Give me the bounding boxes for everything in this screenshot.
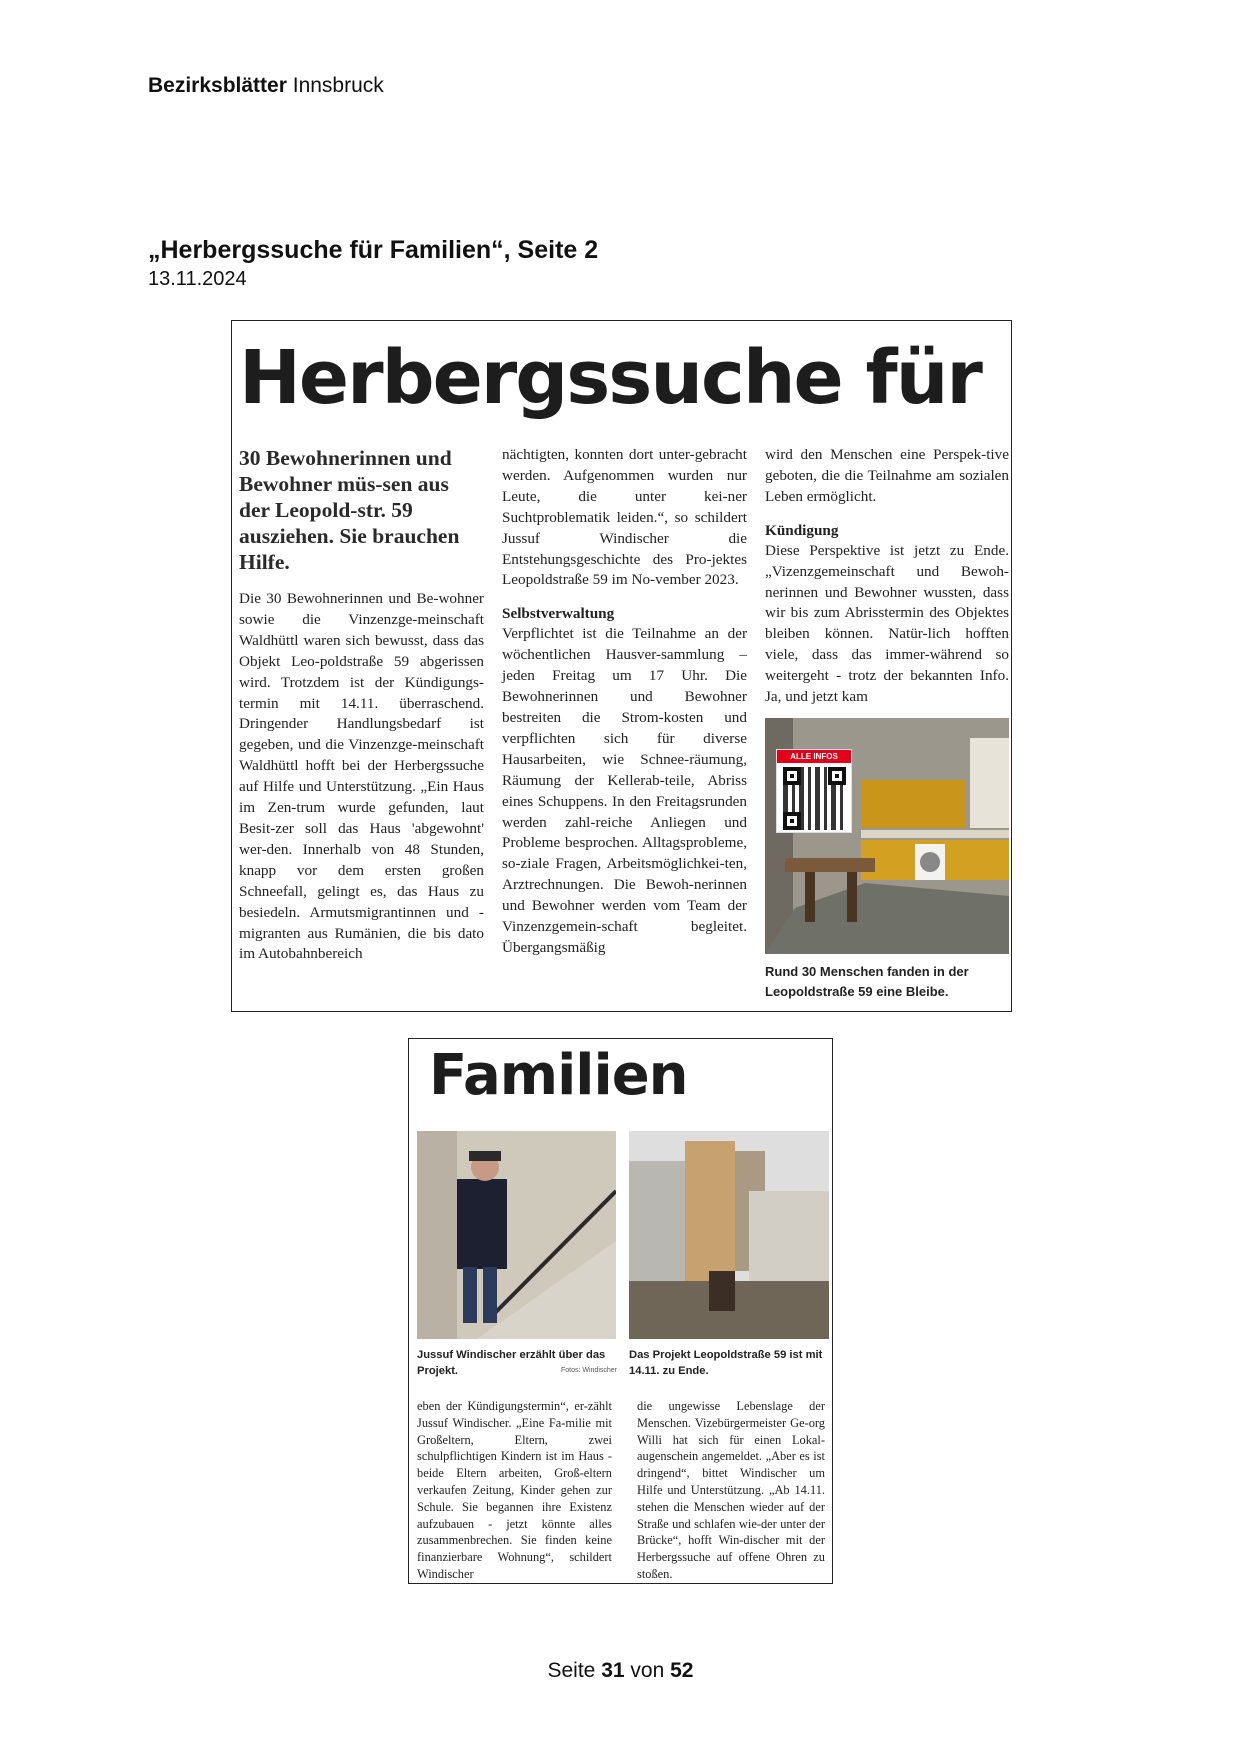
qr-finder-icon (828, 767, 846, 785)
qr-finder-icon (783, 812, 801, 830)
kitchen-photo (765, 718, 1009, 954)
column-3-text-a: wird den Menschen eine Perspek-tive geboten, die die Teilnahme am sozialen Leben ermöglicht. (765, 446, 1009, 505)
column-2-text: die ungewisse Lebenslage der Menschen. Vizebürgermeister Ge-org Willi hat sich für einen Lokal-augenschein angemeldet. „Aber es ist dringend“, bittet Windischer um Hilfe und Unterstützung. „Ab 14.11. stehen die Menschen wieder auf der Straße und schlafen wie-der unter der Brücke“, hofft Win-discher mit der Herbergssuche auf offene Ohren zu stoßen. (637, 1399, 825, 1581)
current-page: 31 (601, 1659, 625, 1682)
column-3 (765, 445, 1009, 708)
lead-text: 30 Bewohnerinnen und Bewohner müs-sen aus der Leopold-str. 59 ausziehen. Sie brauchen Hilfe. (239, 446, 460, 574)
clipping-headline: Herbergssuche für (239, 335, 981, 421)
house-photo (629, 1131, 829, 1339)
column-2 (637, 1398, 825, 1583)
subheading-selbstverwaltung: Selbstverwaltung (502, 605, 615, 623)
subheading-kuendigung: Kündigung (765, 521, 839, 539)
photo-credit: Fotos: Windischer (560, 1367, 617, 1374)
newspaper-clipping-1 (231, 320, 1012, 1012)
stairs-illustration (417, 1131, 616, 1339)
qr-code-box[interactable] (776, 749, 852, 833)
column-1 (239, 445, 484, 965)
column-2-text-a: nächtigten, konnten dort unter-gebracht werden. Aufgenommen wurden nur Leute, die unter kei-ner Suchtproblematik leiden.“, so schildert Jussuf Windischer die Entstehungsgeschichte des Pro-jektes Leopoldstraße 59 im No-vember 2023. (502, 446, 747, 589)
photo-caption-right: Das Projekt Leopoldstraße 59 ist mit 14.11. zu Ende. (629, 1349, 823, 1377)
publication-region: Innsbruck (292, 74, 384, 97)
column-1 (417, 1398, 612, 1583)
page-footer (0, 1659, 1241, 1683)
house-illustration (629, 1131, 829, 1339)
qr-label: ALLE INFOS (777, 750, 851, 763)
publication-name: Bezirksblätter (148, 74, 287, 97)
footer-prefix: Seite (547, 1659, 596, 1682)
column-2-text-b: Verpflichtet ist die Teilnahme an der wöchentlichen Hausver-sammlung – jeden Freitag um 17 Uhr. Die Bewohnerinnen und Bewohner bestreiten die Strom-kosten und verpflichten sich für diverse Hausarbeiten, wie Schnee-räumung, Räumung der Kellerab-teile, Abriss eines Schuppens. In den Freitagsrunden werden zahl-reiche Anliegen und Probleme besprochen. Alltagsprobleme, so-ziale Fragen, Arbeitsmöglichkei-ten, Arztrechnungen. Die Bewoh-nerinnen und Bewohner werden vom Team der Vinzenzgemein-schaft begleitet. Übergangsmäßig (502, 625, 747, 956)
caption-left-text: Jussuf Windischer erzählt über das Projekt. (417, 1349, 606, 1377)
column-1-text: eben der Kündigungstermin“, er-zählt Jussuf Windischer. „Eine Fa-milie mit Großeltern, Eltern, zwei schulpflichtigen Kindern ist im Haus - beide Eltern arbeiten, Groß-eltern verkaufen Zeitung, Kinder gehen zur Schule. Sie begannen ihre Existenz aufzubauen - jetzt könnte alles zusammenbrechen. Sie finden keine finanzierbare Wohnung“, schildert Windischer (417, 1399, 612, 1581)
column-3-text-b: Diese Perspektive ist jetzt zu Ende. „Vizenzgemeinschaft und Bewoh-nerinnen und Bewohner wussten, dass wir bis zum Abrisstermin des Objektes bleiben können. Natür-lich hofften viele, dass das immer-während so weitergeht - trotz der bekannten Info. Ja, und jetzt kam (765, 541, 1009, 706)
article-date: 13.11.2024 (148, 268, 247, 290)
column-2 (502, 445, 747, 959)
article-title: „Herbergssuche für Familien“, Seite 2 (148, 236, 599, 264)
document-header (148, 74, 384, 98)
photo-caption-left (417, 1347, 617, 1379)
stairs-photo (417, 1131, 616, 1339)
column-1-text: Die 30 Bewohnerinnen und Be-wohner sowie die Vinzenzge-meinschaft Waldhüttl waren sich bewusst, dass das Objekt Leo-poldstraße 59 abgerissen wird. Trotzdem ist der Kündigungs-termin mit 14.11. überraschend. Dringender Handlungsbedarf ist gegeben, und die Vinzenzge-meinschaft Waldhüttl hofft bei der Herbergssuche auf Hilfe und Unterstützung. „Ein Haus im Zen-trum wurde gefunden, laut Besit-zer soll das Haus 'abgewohnt' wer-den. Innerhalb von 48 Stunden, knapp vor dem ersten großen Schneefall, gelingt es, das Haus zu besiedeln. Armutsmigrantinnen und -migranten aus Rumänien, die bis dato im Autobahnbereich (239, 590, 484, 963)
photo-caption: Rund 30 Menschen fanden in der Leopoldstraße 59 eine Bleibe. (765, 964, 969, 999)
footer-middle: von (630, 1659, 665, 1682)
clipping-headline: Familien (429, 1043, 688, 1108)
total-pages: 52 (670, 1659, 694, 1682)
newspaper-clipping-2 (408, 1038, 833, 1584)
qr-finder-icon (783, 767, 801, 785)
